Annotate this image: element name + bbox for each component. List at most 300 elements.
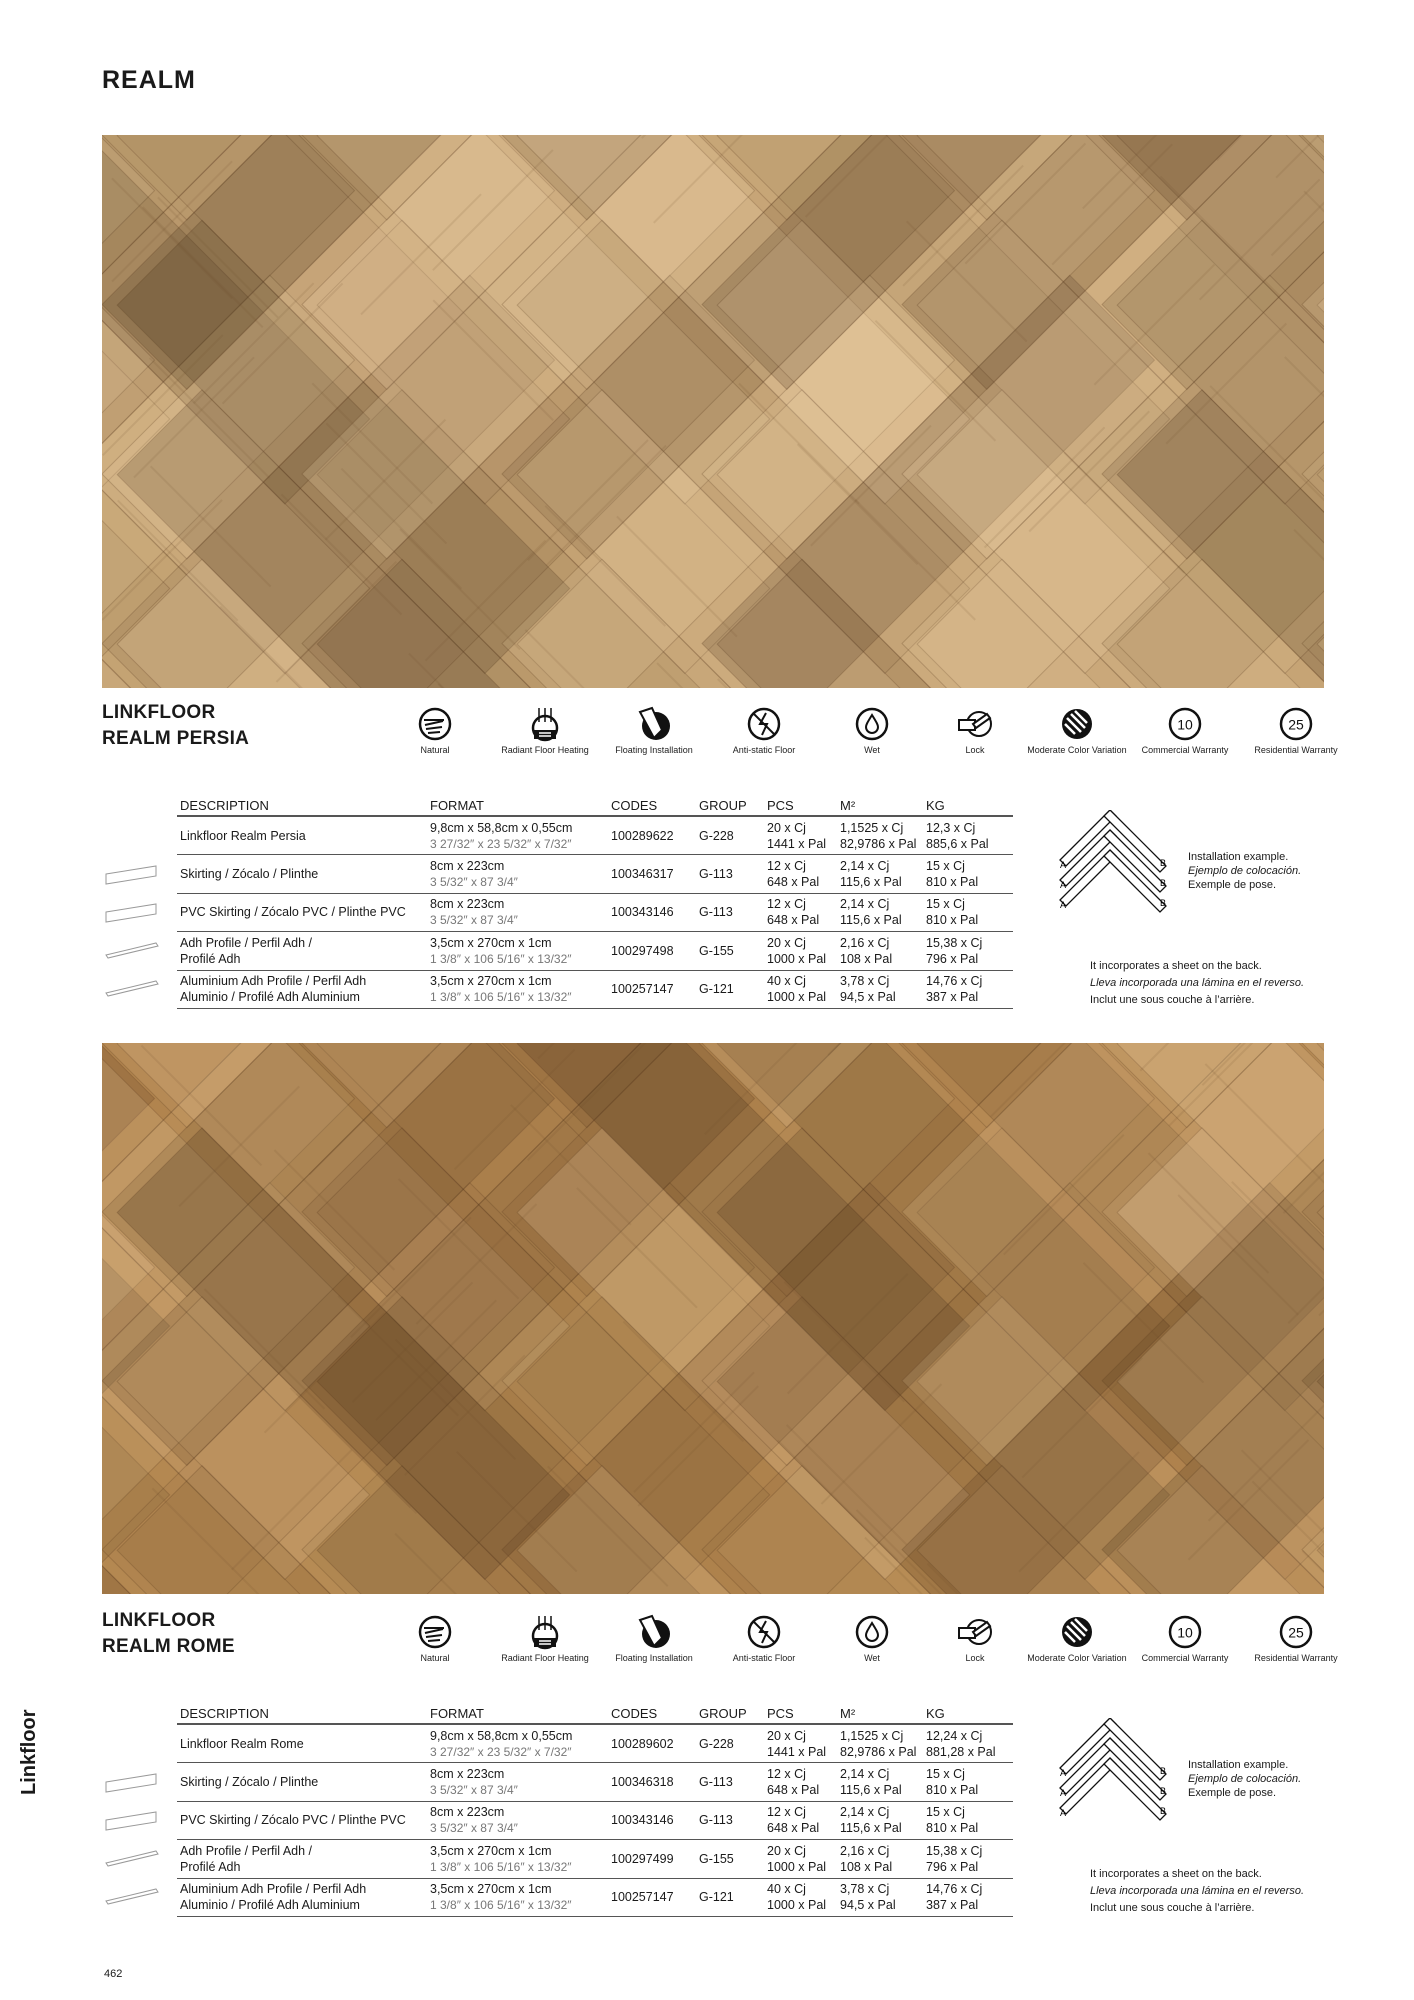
note-line: It incorporates a sheet on the back. <box>1090 960 1262 972</box>
m2-line: 2,14 x Cj <box>840 897 890 912</box>
cell-pcs <box>764 970 837 1009</box>
note-line: Inclut une sous couche à l’arrière. <box>1090 994 1255 1006</box>
column-header: GROUP <box>696 1704 764 1724</box>
kg-line: 387 x Pal <box>926 990 979 1005</box>
cell-kg <box>923 1878 1013 1917</box>
floating-installation-icon <box>636 706 672 742</box>
cell-code: 100346318 <box>608 1763 696 1802</box>
feature-label: Commercial Warranty <box>1141 1653 1229 1663</box>
desc-line: Skirting / Zócalo / Plinthe <box>180 1774 319 1789</box>
feature-wet <box>822 706 922 756</box>
feature-natural <box>385 706 485 756</box>
note-line: It incorporates a sheet on the back. <box>1090 1868 1262 1880</box>
cell-pcs <box>764 1801 837 1840</box>
feature-commercial-warranty <box>1135 1614 1235 1664</box>
m2-line: 3,78 x Cj <box>840 1882 890 1897</box>
feature-label: Residential Warranty <box>1254 745 1338 755</box>
note-line: Inclut une sous couche à l’arrière. <box>1090 1902 1255 1914</box>
table-header-row <box>177 796 1013 816</box>
feature-label: Wet <box>864 1653 880 1663</box>
table-row <box>177 1724 1013 1763</box>
table-row <box>177 1801 1013 1840</box>
svg-text:10: 10 <box>1177 716 1193 733</box>
table-row <box>177 816 1013 855</box>
profile-thumbnail <box>104 1849 160 1871</box>
format-line: 1 3/8″ x 106 5/16″ x 13/32″ <box>430 1898 572 1913</box>
feature-anti-static <box>714 1614 814 1664</box>
herringbone-diagram-icon <box>1054 810 1184 930</box>
cell-kg <box>923 970 1013 1009</box>
format-line: 3 27/32″ x 23 5/32″ x 7/32″ <box>430 1744 572 1759</box>
table-row <box>177 1840 1013 1879</box>
m2-line: 115,6 x Pal <box>840 913 902 928</box>
desc-line: Profilé Adh <box>180 1859 241 1874</box>
backing-note <box>1090 958 1304 1009</box>
m2-line: 108 x Pal <box>840 1859 893 1874</box>
kg-line: 14,76 x Cj <box>926 974 983 989</box>
cell-pcs <box>764 1878 837 1917</box>
svg-text:B: B <box>1160 1766 1167 1776</box>
svg-text:B: B <box>1160 858 1167 868</box>
format-line: 3,5cm x 270cm x 1cm <box>430 974 552 989</box>
format-line: 3,5cm x 270cm x 1cm <box>430 1843 552 1858</box>
desc-line: Profilé Adh <box>180 951 241 966</box>
cell-desc <box>177 1724 427 1763</box>
cell-format <box>427 816 608 855</box>
m2-line: 115,6 x Pal <box>840 1821 902 1836</box>
pcs-line: 1000 x Pal <box>767 1898 827 1913</box>
column-header: DESCRIPTION <box>177 1704 427 1724</box>
kg-line: 14,76 x Cj <box>926 1882 983 1897</box>
table-header-row <box>177 1704 1013 1724</box>
commercial-warranty-icon <box>1167 1614 1203 1650</box>
format-line: 8cm x 223cm <box>430 1805 505 1820</box>
feature-label: Anti-static Floor <box>732 745 796 755</box>
cell-code: 100297498 <box>608 932 696 971</box>
anti-static-icon <box>746 706 782 742</box>
pcs-line: 20 x Cj <box>767 935 806 950</box>
kg-line: 885,6 x Pal <box>926 836 989 851</box>
pcs-line: 648 x Pal <box>767 913 820 928</box>
kg-line: 15 x Cj <box>926 897 965 912</box>
desc-line: Aluminium Adh Profile / Perfil Adh <box>180 1882 367 1897</box>
cell-group: G-121 <box>696 1878 764 1917</box>
product-table <box>177 796 1013 1009</box>
desc-line: Aluminium Adh Profile / Perfil Adh <box>180 974 367 989</box>
cell-format <box>427 932 608 971</box>
wood-herringbone-image <box>102 1043 1324 1594</box>
feature-lock <box>925 1614 1025 1664</box>
installation-caption <box>1188 850 1301 892</box>
svg-text:A: A <box>1060 1788 1067 1798</box>
m2-line: 115,6 x Pal <box>840 874 902 889</box>
feature-commercial-warranty <box>1135 706 1235 756</box>
svg-text:A: A <box>1060 880 1067 890</box>
format-line: 3 5/32″ x 87 3/4″ <box>430 913 518 928</box>
kg-line: 15 x Cj <box>926 858 965 873</box>
cell-kg <box>923 1840 1013 1879</box>
column-header: DESCRIPTION <box>177 796 427 816</box>
cell-code: 100343146 <box>608 893 696 932</box>
column-header: FORMAT <box>427 1704 608 1724</box>
format-line: 9,8cm x 58,8cm x 0,55cm <box>430 1728 573 1743</box>
feature-label: Commercial Warranty <box>1141 745 1229 755</box>
cell-desc <box>177 932 427 971</box>
cell-pcs <box>764 816 837 855</box>
cell-pcs <box>764 855 837 894</box>
m2-line: 2,14 x Cj <box>840 858 890 873</box>
svg-text:25: 25 <box>1288 716 1304 733</box>
cell-m2 <box>837 932 923 971</box>
format-line: 3 5/32″ x 87 3/4″ <box>430 874 518 889</box>
feature-label: Anti-static Floor <box>732 1653 796 1663</box>
cell-desc <box>177 1878 427 1917</box>
cell-format <box>427 970 608 1009</box>
format-line: 1 3/8″ x 106 5/16″ x 13/32″ <box>430 990 572 1005</box>
cell-format <box>427 893 608 932</box>
column-header: KG <box>923 796 1013 816</box>
cell-group: G-113 <box>696 893 764 932</box>
feature-radiant-floor-heating <box>495 1614 595 1664</box>
heading-line: LINKFLOOR <box>102 1610 216 1631</box>
format-line: 1 3/8″ x 106 5/16″ x 13/32″ <box>430 1859 572 1874</box>
installation-caption <box>1188 1758 1301 1800</box>
cell-m2 <box>837 1763 923 1802</box>
table-row <box>177 1763 1013 1802</box>
installation-diagram <box>1054 1718 1184 1838</box>
radiant-floor-heating-icon <box>527 1614 563 1650</box>
cell-m2 <box>837 855 923 894</box>
kg-line: 796 x Pal <box>926 951 979 966</box>
feature-moderate-color-variation <box>1027 1614 1127 1664</box>
cell-kg <box>923 932 1013 971</box>
m2-line: 82,9786 x Pal <box>840 1744 917 1759</box>
product-heading <box>102 1608 235 1660</box>
cell-m2 <box>837 1724 923 1763</box>
profile-thumbnail <box>104 1887 160 1909</box>
cell-m2 <box>837 1878 923 1917</box>
cell-desc <box>177 970 427 1009</box>
m2-line: 2,14 x Cj <box>840 1805 890 1820</box>
pcs-line: 12 x Cj <box>767 1805 806 1820</box>
cell-pcs <box>764 932 837 971</box>
cell-format <box>427 855 608 894</box>
column-header: CODES <box>608 1704 696 1724</box>
svg-text:A: A <box>1060 1808 1067 1818</box>
format-line: 3,5cm x 270cm x 1cm <box>430 1882 552 1897</box>
desc-line: Adh Profile / Perfil Adh / <box>180 1843 313 1858</box>
wet-icon <box>854 706 890 742</box>
cell-kg <box>923 1763 1013 1802</box>
kg-line: 810 x Pal <box>926 874 979 889</box>
feature-label: Natural <box>420 745 450 755</box>
m2-line: 82,9786 x Pal <box>840 836 917 851</box>
kg-line: 15 x Cj <box>926 1805 965 1820</box>
residential-warranty-icon <box>1278 706 1314 742</box>
column-header: FORMAT <box>427 796 608 816</box>
cell-code: 100289602 <box>608 1724 696 1763</box>
cell-m2 <box>837 970 923 1009</box>
profile-thumbnail <box>104 979 160 1001</box>
format-line: 9,8cm x 58,8cm x 0,55cm <box>430 820 573 835</box>
format-line: 3 27/32″ x 23 5/32″ x 7/32″ <box>430 836 572 851</box>
caption-line: Ejemplo de colocación. <box>1188 865 1302 877</box>
table-row <box>177 1878 1013 1917</box>
cell-desc <box>177 855 427 894</box>
kg-line: 810 x Pal <box>926 1821 979 1836</box>
herringbone-diagram-icon <box>1054 1718 1184 1838</box>
format-line: 3 5/32″ x 87 3/4″ <box>430 1782 518 1797</box>
kg-line: 810 x Pal <box>926 1782 979 1797</box>
caption-line: Installation example. <box>1188 1759 1289 1771</box>
feature-label: Natural <box>420 1653 450 1663</box>
column-header: CODES <box>608 796 696 816</box>
desc-line: Aluminio / Profilé Adh Aluminium <box>180 990 360 1005</box>
product-heading <box>102 700 249 752</box>
cell-kg <box>923 893 1013 932</box>
pcs-line: 1441 x Pal <box>767 1744 827 1759</box>
format-line: 3 5/32″ x 87 3/4″ <box>430 1821 518 1836</box>
feature-wet <box>822 1614 922 1664</box>
cell-m2 <box>837 1840 923 1879</box>
desc-line: Aluminio / Profilé Adh Aluminium <box>180 1898 360 1913</box>
cell-pcs <box>764 1840 837 1879</box>
feature-moderate-color-variation <box>1027 706 1127 756</box>
cell-kg <box>923 816 1013 855</box>
feature-label: Floating Installation <box>615 1653 693 1663</box>
lock-icon <box>957 706 993 742</box>
note-line: Lleva incorporada una lámina en el reverso. <box>1090 1885 1305 1897</box>
backing-note <box>1090 1866 1304 1917</box>
kg-line: 810 x Pal <box>926 913 979 928</box>
cell-group: G-228 <box>696 1724 764 1763</box>
pcs-line: 12 x Cj <box>767 1766 806 1781</box>
caption-line: Exemple de pose. <box>1188 1787 1277 1799</box>
cell-code: 100257147 <box>608 970 696 1009</box>
moderate-color-variation-icon <box>1059 706 1095 742</box>
kg-line: 15,38 x Cj <box>926 1843 983 1858</box>
cell-m2 <box>837 893 923 932</box>
feature-label: Lock <box>965 1653 985 1663</box>
table-row <box>177 932 1013 971</box>
svg-text:A: A <box>1060 860 1067 870</box>
table-row <box>177 893 1013 932</box>
format-line: 8cm x 223cm <box>430 1766 505 1781</box>
cell-group: G-228 <box>696 816 764 855</box>
column-header: M² <box>837 796 923 816</box>
format-line: 1 3/8″ x 106 5/16″ x 13/32″ <box>430 951 572 966</box>
cell-desc <box>177 816 427 855</box>
feature-label: Floating Installation <box>615 745 693 755</box>
cell-format <box>427 1724 608 1763</box>
heading-line: LINKFLOOR <box>102 702 216 723</box>
caption-line: Ejemplo de colocación. <box>1188 1773 1302 1785</box>
cell-m2 <box>837 1801 923 1840</box>
m2-line: 108 x Pal <box>840 951 893 966</box>
column-header: GROUP <box>696 796 764 816</box>
heading-line: REALM PERSIA <box>102 728 250 749</box>
cell-desc <box>177 1840 427 1879</box>
desc-line: PVC Skirting / Zócalo PVC / Plinthe PVC <box>180 905 406 920</box>
pcs-line: 1000 x Pal <box>767 951 827 966</box>
feature-label: Radiant Floor Heating <box>501 745 589 755</box>
pcs-line: 20 x Cj <box>767 1728 806 1743</box>
cell-m2 <box>837 816 923 855</box>
m2-line: 1,1525 x Cj <box>840 820 904 835</box>
cell-format <box>427 1763 608 1802</box>
cell-kg <box>923 1724 1013 1763</box>
kg-line: 12,3 x Cj <box>926 820 976 835</box>
feature-radiant-floor-heating <box>495 706 595 756</box>
pcs-line: 648 x Pal <box>767 874 820 889</box>
cell-desc <box>177 893 427 932</box>
cell-format <box>427 1840 608 1879</box>
pcs-line: 40 x Cj <box>767 974 806 989</box>
cell-code: 100257147 <box>608 1878 696 1917</box>
moderate-color-variation-icon <box>1059 1614 1095 1650</box>
desc-line: Adh Profile / Perfil Adh / <box>180 935 313 950</box>
feature-floating-installation <box>604 1614 704 1664</box>
svg-text:B: B <box>1160 1806 1167 1816</box>
kg-line: 796 x Pal <box>926 1859 979 1874</box>
svg-text:10: 10 <box>1177 1624 1193 1641</box>
format-line: 3,5cm x 270cm x 1cm <box>430 935 552 950</box>
wood-herringbone-image <box>102 135 1324 688</box>
cell-group: G-113 <box>696 855 764 894</box>
pcs-line: 648 x Pal <box>767 1821 820 1836</box>
m2-line: 94,5 x Pal <box>840 990 896 1005</box>
column-header: KG <box>923 1704 1013 1724</box>
svg-text:A: A <box>1060 1768 1067 1778</box>
pcs-line: 648 x Pal <box>767 1782 820 1797</box>
svg-text:B: B <box>1160 898 1167 908</box>
column-header: PCS <box>764 1704 837 1724</box>
cell-group: G-113 <box>696 1801 764 1840</box>
wet-icon <box>854 1614 890 1650</box>
svg-text:A: A <box>1060 900 1067 910</box>
m2-line: 2,16 x Cj <box>840 935 890 950</box>
cell-pcs <box>764 1724 837 1763</box>
pcs-line: 12 x Cj <box>767 858 806 873</box>
residential-warranty-icon <box>1278 1614 1314 1650</box>
profile-thumbnail <box>104 1772 160 1794</box>
cell-format <box>427 1801 608 1840</box>
cell-kg <box>923 855 1013 894</box>
cell-group: G-155 <box>696 1840 764 1879</box>
page-title: REALM <box>102 66 196 94</box>
desc-line: PVC Skirting / Zócalo PVC / Plinthe PVC <box>180 1813 406 1828</box>
desc-line: Linkfloor Realm Persia <box>180 828 306 843</box>
feature-label: Wet <box>864 745 880 755</box>
kg-line: 15,38 x Cj <box>926 935 983 950</box>
cell-group: G-113 <box>696 1763 764 1802</box>
svg-text:B: B <box>1160 878 1167 888</box>
cell-kg <box>923 1801 1013 1840</box>
cell-pcs <box>764 893 837 932</box>
feature-label: Lock <box>965 745 985 755</box>
natural-icon <box>417 1614 453 1650</box>
feature-lock <box>925 706 1025 756</box>
profile-thumbnail <box>104 941 160 963</box>
cell-code: 100343146 <box>608 1801 696 1840</box>
product-table <box>177 1704 1013 1917</box>
natural-icon <box>417 706 453 742</box>
cell-desc <box>177 1763 427 1802</box>
pcs-line: 1000 x Pal <box>767 1859 827 1874</box>
pcs-line: 1000 x Pal <box>767 990 827 1005</box>
m2-line: 115,6 x Pal <box>840 1782 902 1797</box>
m2-line: 2,16 x Cj <box>840 1843 890 1858</box>
cell-format <box>427 1878 608 1917</box>
feature-label: Residential Warranty <box>1254 1653 1338 1663</box>
profile-thumbnail <box>104 864 160 886</box>
lock-icon <box>957 1614 993 1650</box>
note-line: Lleva incorporada una lámina en el reverso. <box>1090 977 1305 989</box>
m2-line: 94,5 x Pal <box>840 1898 896 1913</box>
m2-line: 1,1525 x Cj <box>840 1728 904 1743</box>
feature-label: Moderate Color Variation <box>1027 745 1127 755</box>
pcs-line: 20 x Cj <box>767 1843 806 1858</box>
desc-line: Skirting / Zócalo / Plinthe <box>180 866 319 881</box>
commercial-warranty-icon <box>1167 706 1203 742</box>
anti-static-icon <box>746 1614 782 1650</box>
svg-text:B: B <box>1160 1786 1167 1796</box>
pcs-line: 20 x Cj <box>767 820 806 835</box>
pcs-line: 12 x Cj <box>767 897 806 912</box>
table-row <box>177 970 1013 1009</box>
feature-label: Radiant Floor Heating <box>501 1653 589 1663</box>
svg-text:25: 25 <box>1288 1624 1304 1641</box>
kg-line: 881,28 x Pal <box>926 1744 996 1759</box>
pcs-line: 40 x Cj <box>767 1882 806 1897</box>
profile-thumbnail <box>104 902 160 924</box>
caption-line: Exemple de pose. <box>1188 879 1277 891</box>
cell-desc <box>177 1801 427 1840</box>
m2-line: 3,78 x Cj <box>840 974 890 989</box>
profile-thumbnail <box>104 1810 160 1832</box>
desc-line: Linkfloor Realm Rome <box>180 1736 304 1751</box>
feature-natural <box>385 1614 485 1664</box>
feature-anti-static <box>714 706 814 756</box>
page-number: 462 <box>104 1968 123 1980</box>
feature-residential-warranty <box>1246 706 1346 756</box>
feature-residential-warranty <box>1246 1614 1346 1664</box>
pcs-line: 1441 x Pal <box>767 836 827 851</box>
format-line: 8cm x 223cm <box>430 897 505 912</box>
column-header: M² <box>837 1704 923 1724</box>
kg-line: 12,24 x Cj <box>926 1728 983 1743</box>
m2-line: 2,14 x Cj <box>840 1766 890 1781</box>
column-header: PCS <box>764 796 837 816</box>
caption-line: Installation example. <box>1188 851 1289 863</box>
cell-code: 100346317 <box>608 855 696 894</box>
format-line: 8cm x 223cm <box>430 858 505 873</box>
heading-line: REALM ROME <box>102 1636 235 1657</box>
installation-diagram <box>1054 810 1184 930</box>
cell-group: G-155 <box>696 932 764 971</box>
radiant-floor-heating-icon <box>527 706 563 742</box>
feature-label: Moderate Color Variation <box>1027 1653 1127 1663</box>
product-photo <box>102 1043 1324 1594</box>
brand-side-label: Linkfloor <box>18 1709 40 1795</box>
cell-group: G-121 <box>696 970 764 1009</box>
feature-floating-installation <box>604 706 704 756</box>
floating-installation-icon <box>636 1614 672 1650</box>
product-photo <box>102 135 1324 688</box>
kg-line: 387 x Pal <box>926 1898 979 1913</box>
kg-line: 15 x Cj <box>926 1766 965 1781</box>
table-row <box>177 855 1013 894</box>
